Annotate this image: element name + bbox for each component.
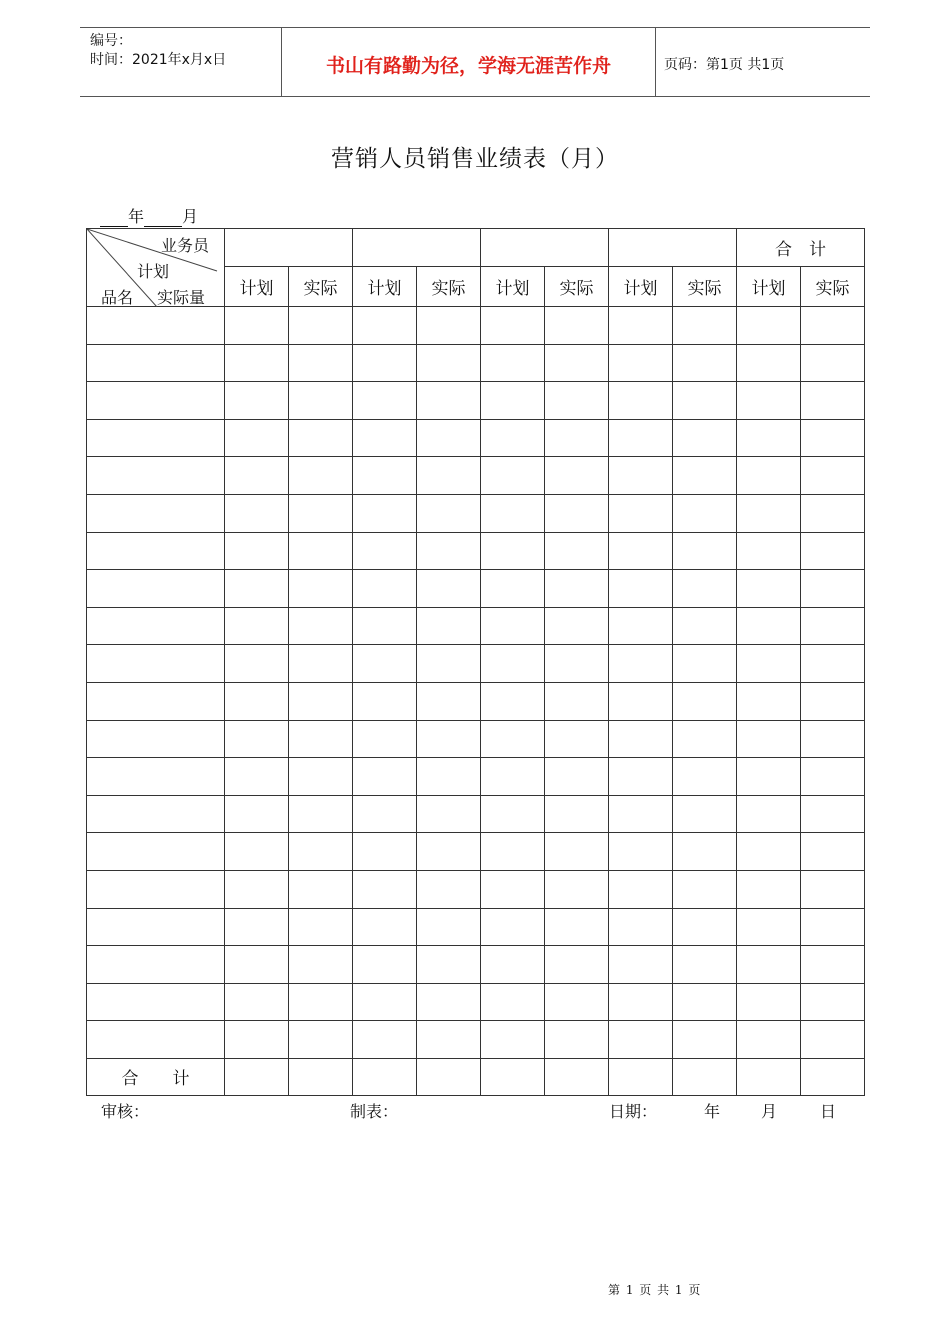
value-cell[interactable] — [225, 795, 289, 833]
month-blank — [144, 208, 182, 227]
value-cell[interactable] — [737, 607, 801, 645]
product-name-cell[interactable] — [87, 758, 225, 796]
header-page-info: 页码：第1页 共1页 — [664, 57, 785, 73]
value-cell[interactable] — [737, 720, 801, 758]
year-blank — [100, 208, 128, 227]
value-cell[interactable] — [417, 607, 481, 645]
value-cell[interactable] — [609, 720, 673, 758]
value-cell[interactable] — [353, 607, 417, 645]
value-cell[interactable] — [545, 720, 609, 758]
value-cell[interactable] — [737, 382, 801, 420]
value-cell[interactable] — [353, 344, 417, 382]
value-cell[interactable] — [801, 983, 865, 1021]
table-row — [87, 494, 865, 532]
subheader-cell: 实际 — [801, 267, 865, 307]
value-cell[interactable] — [289, 720, 353, 758]
value-cell[interactable] — [225, 833, 289, 871]
salesperson-cell — [353, 229, 481, 267]
value-cell[interactable] — [545, 682, 609, 720]
product-name-cell[interactable] — [87, 382, 225, 420]
value-cell[interactable] — [673, 1021, 737, 1059]
value-cell[interactable] — [353, 457, 417, 495]
value-cell[interactable] — [545, 307, 609, 345]
value-cell[interactable] — [673, 344, 737, 382]
value-cell[interactable] — [417, 833, 481, 871]
value-cell[interactable] — [481, 307, 545, 345]
total-value-cell[interactable] — [673, 1058, 737, 1095]
value-cell[interactable] — [289, 983, 353, 1021]
table-row — [87, 682, 865, 720]
value-cell[interactable] — [417, 532, 481, 570]
value-cell[interactable] — [225, 494, 289, 532]
value-cell[interactable] — [225, 682, 289, 720]
page-title: 营销人员销售业绩表（月） — [331, 146, 619, 172]
value-cell[interactable] — [609, 532, 673, 570]
time-label: 时间：2021年x月x日 — [90, 52, 227, 68]
value-cell[interactable] — [673, 833, 737, 871]
total-value-cell[interactable] — [545, 1058, 609, 1095]
value-cell[interactable] — [417, 908, 481, 946]
value-cell[interactable] — [673, 720, 737, 758]
subheader-cell: 计划 — [737, 267, 801, 307]
subheader-cell: 计划 — [353, 267, 417, 307]
total-value-cell[interactable] — [737, 1058, 801, 1095]
value-cell[interactable] — [737, 532, 801, 570]
value-cell[interactable] — [225, 307, 289, 345]
value-cell[interactable] — [609, 795, 673, 833]
value-cell[interactable] — [417, 570, 481, 608]
product-name-cell[interactable] — [87, 908, 225, 946]
value-cell[interactable] — [289, 419, 353, 457]
value-cell[interactable] — [481, 419, 545, 457]
total-value-cell[interactable] — [481, 1058, 545, 1095]
value-cell[interactable] — [289, 795, 353, 833]
value-cell[interactable] — [481, 946, 545, 984]
value-cell[interactable] — [609, 419, 673, 457]
value-cell[interactable] — [353, 870, 417, 908]
value-cell[interactable] — [417, 307, 481, 345]
value-cell[interactable] — [481, 607, 545, 645]
header-divider — [655, 28, 656, 96]
value-cell[interactable] — [673, 570, 737, 608]
product-name-cell[interactable] — [87, 682, 225, 720]
value-cell[interactable] — [545, 494, 609, 532]
value-cell[interactable] — [673, 457, 737, 495]
value-cell[interactable] — [289, 570, 353, 608]
value-cell[interactable] — [289, 607, 353, 645]
total-value-cell[interactable] — [801, 1058, 865, 1095]
value-cell[interactable] — [673, 532, 737, 570]
corner-label-product: 品名 — [101, 288, 134, 307]
value-cell[interactable] — [801, 457, 865, 495]
table-row — [87, 382, 865, 420]
reviewer-label: 审核： — [101, 1102, 150, 1121]
value-cell[interactable] — [609, 908, 673, 946]
value-cell[interactable] — [609, 1021, 673, 1059]
value-cell[interactable] — [289, 645, 353, 683]
value-cell[interactable] — [353, 795, 417, 833]
product-name-cell[interactable] — [87, 457, 225, 495]
value-cell[interactable] — [545, 532, 609, 570]
document-header — [80, 27, 870, 97]
table-row — [87, 1021, 865, 1059]
value-cell[interactable] — [737, 983, 801, 1021]
page-number: 第 1 页 共 1 页 — [608, 1283, 702, 1297]
value-cell[interactable] — [353, 382, 417, 420]
value-cell[interactable] — [801, 758, 865, 796]
value-cell[interactable] — [225, 457, 289, 495]
product-name-cell[interactable] — [87, 720, 225, 758]
value-cell[interactable] — [801, 570, 865, 608]
table-row — [87, 307, 865, 345]
value-cell[interactable] — [801, 870, 865, 908]
value-cell[interactable] — [609, 344, 673, 382]
value-cell[interactable] — [481, 908, 545, 946]
table-row — [87, 457, 865, 495]
value-cell[interactable] — [801, 645, 865, 683]
value-cell[interactable] — [801, 307, 865, 345]
total-value-cell[interactable] — [225, 1058, 289, 1095]
value-cell[interactable] — [481, 795, 545, 833]
value-cell[interactable] — [737, 1021, 801, 1059]
value-cell[interactable] — [289, 382, 353, 420]
value-cell[interactable] — [737, 758, 801, 796]
date-label: 日期： — [609, 1102, 658, 1121]
value-cell[interactable] — [417, 720, 481, 758]
table-row — [87, 758, 865, 796]
value-cell[interactable] — [737, 419, 801, 457]
value-cell[interactable] — [801, 946, 865, 984]
value-cell[interactable] — [353, 758, 417, 796]
value-cell[interactable] — [225, 570, 289, 608]
product-name-cell[interactable] — [87, 607, 225, 645]
value-cell[interactable] — [673, 382, 737, 420]
value-cell[interactable] — [353, 419, 417, 457]
value-cell[interactable] — [417, 758, 481, 796]
value-cell[interactable] — [545, 983, 609, 1021]
year-label: 年 — [128, 207, 145, 226]
value-cell[interactable] — [353, 532, 417, 570]
value-cell[interactable] — [545, 419, 609, 457]
value-cell[interactable] — [801, 833, 865, 871]
date-year-label: 年 — [704, 1102, 721, 1121]
value-cell[interactable] — [417, 457, 481, 495]
value-cell[interactable] — [609, 494, 673, 532]
value-cell[interactable] — [673, 645, 737, 683]
value-cell[interactable] — [225, 607, 289, 645]
value-cell[interactable] — [801, 607, 865, 645]
value-cell[interactable] — [545, 570, 609, 608]
month-label: 月 — [182, 207, 199, 226]
value-cell[interactable] — [289, 758, 353, 796]
product-name-cell[interactable] — [87, 532, 225, 570]
product-name-cell[interactable] — [87, 795, 225, 833]
value-cell[interactable] — [481, 983, 545, 1021]
value-cell[interactable] — [737, 645, 801, 683]
product-name-cell[interactable] — [87, 494, 225, 532]
value-cell[interactable] — [353, 494, 417, 532]
value-cell[interactable] — [481, 833, 545, 871]
value-cell[interactable] — [289, 532, 353, 570]
subheader-cell: 实际 — [417, 267, 481, 307]
table-row — [87, 570, 865, 608]
value-cell[interactable] — [673, 494, 737, 532]
value-cell[interactable] — [737, 494, 801, 532]
product-name-cell[interactable] — [87, 946, 225, 984]
value-cell[interactable] — [801, 344, 865, 382]
value-cell[interactable] — [801, 382, 865, 420]
value-cell[interactable] — [225, 758, 289, 796]
value-cell[interactable] — [673, 983, 737, 1021]
value-cell[interactable] — [545, 908, 609, 946]
value-cell[interactable] — [225, 1021, 289, 1059]
value-cell[interactable] — [673, 607, 737, 645]
value-cell[interactable] — [545, 607, 609, 645]
value-cell[interactable] — [609, 682, 673, 720]
value-cell[interactable] — [225, 532, 289, 570]
corner-label-salesperson: 业务员 — [161, 236, 210, 255]
value-cell[interactable] — [481, 532, 545, 570]
value-cell[interactable] — [417, 983, 481, 1021]
value-cell[interactable] — [673, 946, 737, 984]
total-header-cell: 合 计 — [737, 229, 865, 267]
value-cell[interactable] — [673, 758, 737, 796]
value-cell[interactable] — [417, 795, 481, 833]
value-cell[interactable] — [673, 908, 737, 946]
year-month-line — [100, 204, 198, 227]
value-cell[interactable] — [225, 946, 289, 984]
value-cell[interactable] — [609, 645, 673, 683]
value-cell[interactable] — [609, 570, 673, 608]
total-value-cell[interactable] — [289, 1058, 353, 1095]
product-name-cell[interactable] — [87, 870, 225, 908]
value-cell[interactable] — [545, 795, 609, 833]
value-cell[interactable] — [609, 607, 673, 645]
value-cell[interactable] — [225, 344, 289, 382]
value-cell[interactable] — [673, 870, 737, 908]
value-cell[interactable] — [289, 1021, 353, 1059]
product-name-cell[interactable] — [87, 645, 225, 683]
table-row — [87, 645, 865, 683]
value-cell[interactable] — [289, 494, 353, 532]
value-cell[interactable] — [353, 570, 417, 608]
table-row — [87, 983, 865, 1021]
value-cell[interactable] — [609, 457, 673, 495]
value-cell[interactable] — [289, 833, 353, 871]
value-cell[interactable] — [481, 344, 545, 382]
value-cell[interactable] — [353, 720, 417, 758]
value-cell[interactable] — [545, 758, 609, 796]
value-cell[interactable] — [609, 833, 673, 871]
product-name-cell[interactable] — [87, 833, 225, 871]
value-cell[interactable] — [737, 457, 801, 495]
value-cell[interactable] — [289, 307, 353, 345]
value-cell[interactable] — [737, 682, 801, 720]
value-cell[interactable] — [673, 419, 737, 457]
subheader-cell: 实际 — [673, 267, 737, 307]
product-name-cell[interactable] — [87, 344, 225, 382]
value-cell[interactable] — [737, 307, 801, 345]
salesperson-cell — [225, 229, 353, 267]
value-cell[interactable] — [481, 382, 545, 420]
value-cell[interactable] — [737, 795, 801, 833]
product-name-cell[interactable] — [87, 983, 225, 1021]
date-month-label: 月 — [761, 1102, 778, 1121]
value-cell[interactable] — [609, 307, 673, 345]
corner-label-plan: 计划 — [137, 262, 170, 281]
value-cell[interactable] — [417, 870, 481, 908]
value-cell[interactable] — [737, 908, 801, 946]
value-cell[interactable] — [801, 532, 865, 570]
value-cell[interactable] — [289, 682, 353, 720]
value-cell[interactable] — [609, 870, 673, 908]
value-cell[interactable] — [801, 419, 865, 457]
sales-performance-table — [86, 228, 865, 1096]
value-cell[interactable] — [289, 870, 353, 908]
value-cell[interactable] — [801, 682, 865, 720]
value-cell[interactable] — [545, 457, 609, 495]
table-row — [87, 607, 865, 645]
diagonal-header-cell — [87, 229, 225, 307]
value-cell[interactable] — [225, 983, 289, 1021]
table-row — [87, 344, 865, 382]
value-cell[interactable] — [353, 682, 417, 720]
value-cell[interactable] — [353, 946, 417, 984]
value-cell[interactable] — [289, 344, 353, 382]
header-row — [87, 229, 865, 267]
value-cell[interactable] — [481, 720, 545, 758]
value-cell[interactable] — [417, 344, 481, 382]
value-cell[interactable] — [545, 645, 609, 683]
value-cell[interactable] — [353, 833, 417, 871]
value-cell[interactable] — [609, 758, 673, 796]
value-cell[interactable] — [481, 870, 545, 908]
table-row — [87, 833, 865, 871]
value-cell[interactable] — [801, 494, 865, 532]
subheader-cell: 实际 — [289, 267, 353, 307]
value-cell[interactable] — [801, 1021, 865, 1059]
value-cell[interactable] — [481, 1021, 545, 1059]
value-cell[interactable] — [225, 908, 289, 946]
value-cell[interactable] — [673, 795, 737, 833]
value-cell[interactable] — [481, 570, 545, 608]
value-cell[interactable] — [801, 908, 865, 946]
value-cell[interactable] — [737, 570, 801, 608]
serial-label: 编号： — [90, 33, 132, 49]
value-cell[interactable] — [481, 457, 545, 495]
value-cell[interactable] — [737, 833, 801, 871]
product-name-cell[interactable] — [87, 419, 225, 457]
value-cell[interactable] — [417, 682, 481, 720]
value-cell[interactable] — [417, 494, 481, 532]
value-cell[interactable] — [353, 908, 417, 946]
value-cell[interactable] — [481, 494, 545, 532]
value-cell[interactable] — [225, 645, 289, 683]
header-motto: 书山有路勤为径，学海无涯苦作舟 — [325, 55, 611, 77]
salesperson-cell — [609, 229, 737, 267]
subheader-cell: 计划 — [481, 267, 545, 307]
total-value-cell[interactable] — [609, 1058, 673, 1095]
value-cell[interactable] — [353, 983, 417, 1021]
value-cell[interactable] — [481, 682, 545, 720]
date-day-label: 日 — [820, 1102, 837, 1121]
value-cell[interactable] — [225, 870, 289, 908]
subheader-cell: 计划 — [609, 267, 673, 307]
total-value-cell[interactable] — [353, 1058, 417, 1095]
product-name-cell[interactable] — [87, 1021, 225, 1059]
value-cell[interactable] — [353, 645, 417, 683]
value-cell[interactable] — [609, 946, 673, 984]
value-cell[interactable] — [289, 908, 353, 946]
corner-label-actual: 实际量 — [157, 288, 206, 307]
value-cell[interactable] — [545, 344, 609, 382]
value-cell[interactable] — [289, 946, 353, 984]
table-row — [87, 870, 865, 908]
total-row — [87, 1058, 865, 1095]
value-cell[interactable] — [737, 946, 801, 984]
subheader-cell: 实际 — [545, 267, 609, 307]
value-cell[interactable] — [545, 382, 609, 420]
value-cell[interactable] — [481, 645, 545, 683]
value-cell[interactable] — [417, 419, 481, 457]
maker-label: 制表： — [350, 1102, 399, 1121]
value-cell[interactable] — [417, 645, 481, 683]
total-row-label: 合 计 — [87, 1058, 225, 1095]
value-cell[interactable] — [609, 382, 673, 420]
value-cell[interactable] — [737, 870, 801, 908]
table-row — [87, 532, 865, 570]
table-row — [87, 720, 865, 758]
value-cell[interactable] — [545, 946, 609, 984]
table-row — [87, 908, 865, 946]
value-cell[interactable] — [673, 307, 737, 345]
table-row — [87, 946, 865, 984]
value-cell[interactable] — [353, 1021, 417, 1059]
value-cell[interactable] — [225, 720, 289, 758]
product-name-cell[interactable] — [87, 570, 225, 608]
value-cell[interactable] — [353, 307, 417, 345]
header-meta — [90, 32, 226, 70]
subheader-cell: 计划 — [225, 267, 289, 307]
value-cell[interactable] — [609, 983, 673, 1021]
value-cell[interactable] — [737, 344, 801, 382]
value-cell[interactable] — [545, 833, 609, 871]
value-cell[interactable] — [801, 795, 865, 833]
value-cell[interactable] — [417, 382, 481, 420]
value-cell[interactable] — [289, 457, 353, 495]
value-cell[interactable] — [481, 758, 545, 796]
salesperson-cell — [481, 229, 609, 267]
value-cell[interactable] — [545, 1021, 609, 1059]
value-cell[interactable] — [225, 419, 289, 457]
value-cell[interactable] — [801, 720, 865, 758]
table-row — [87, 419, 865, 457]
table-row — [87, 795, 865, 833]
value-cell[interactable] — [673, 682, 737, 720]
total-value-cell[interactable] — [417, 1058, 481, 1095]
value-cell[interactable] — [545, 870, 609, 908]
product-name-cell[interactable] — [87, 307, 225, 345]
value-cell[interactable] — [225, 382, 289, 420]
value-cell[interactable] — [417, 946, 481, 984]
value-cell[interactable] — [417, 1021, 481, 1059]
